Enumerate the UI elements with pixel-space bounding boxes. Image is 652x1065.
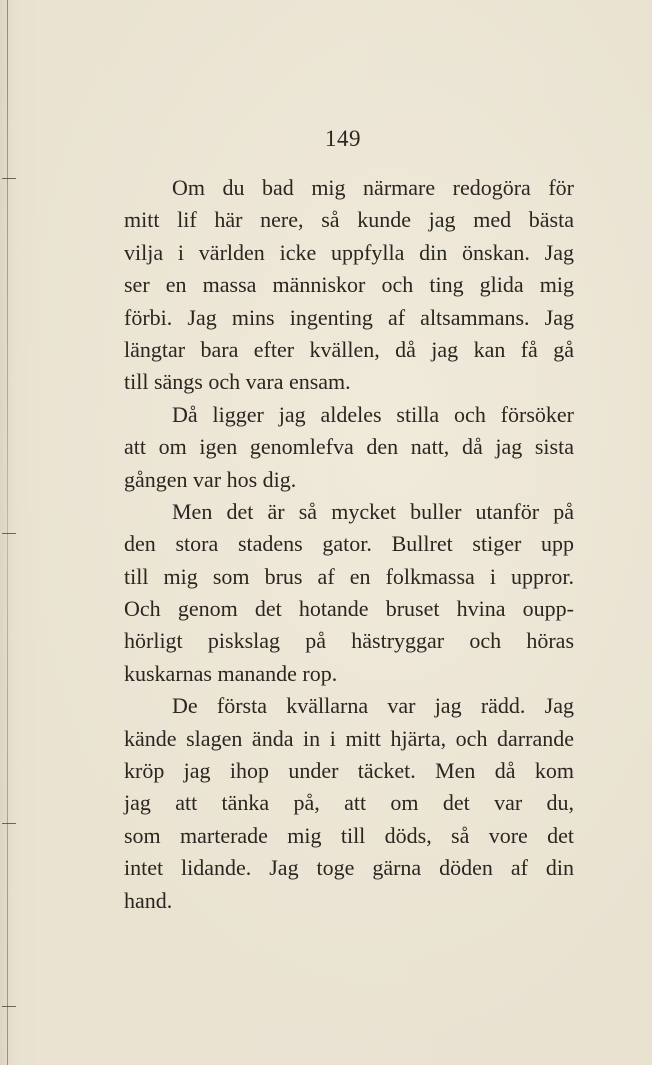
text-line: att om igen genomlefva den natt, då jag sista xyxy=(124,434,574,460)
text-line: Då ligger jag aldeles stilla och försöker xyxy=(172,401,574,427)
text-line: Om du bad mig närmare redogöra för xyxy=(172,175,574,200)
gutter-mark xyxy=(2,533,16,534)
text-line: jag att tänka på, att om det var du, xyxy=(124,790,574,816)
text-line: till mig som brus af en folkmassa i uppror. xyxy=(124,563,574,589)
gutter-mark xyxy=(2,823,16,824)
text-line: hörligt piskslag på hästryggar och höras xyxy=(124,628,574,654)
text-line: vilja i världen icke uppfylla din önskan. Jag xyxy=(124,239,574,265)
text-line: som marterade mig till döds, så vore det xyxy=(124,822,574,848)
text-line: Men det är så mycket buller utanför på xyxy=(172,498,574,524)
text-line: ser en massa människor och ting glida mig xyxy=(124,272,574,298)
text-line: mitt lif här nere, så kunde jag med bästa xyxy=(124,207,574,233)
body-text xyxy=(124,172,574,917)
text-line: gången var hos dig. xyxy=(124,466,297,492)
text-line: längtar bara efter kvällen, då jag kan få gå xyxy=(124,336,574,362)
text-line: intet lidande. Jag toge gärna döden af din xyxy=(124,855,574,881)
gutter-mark xyxy=(2,178,16,179)
text-line: hand. xyxy=(124,887,173,913)
text-line: Och genom det hotande bruset hvina oupp- xyxy=(124,596,574,622)
text-line: De första kvällarna var jag rädd. Jag xyxy=(172,693,574,719)
text-line: till sängs och vara ensam. xyxy=(124,369,351,395)
page-number: 149 xyxy=(325,126,361,151)
text-line: förbi. Jag mins ingenting af altsammans. Jag xyxy=(124,304,574,330)
gutter-mark xyxy=(2,1006,16,1007)
text-line: kände slagen ända in i mitt hjärta, och darrande xyxy=(124,725,574,751)
text-line: kröp jag ihop under täcket. Men då kom xyxy=(124,758,574,784)
text-line: den stora stadens gator. Bullret stiger upp xyxy=(124,531,574,557)
text-line: kuskarnas manande rop. xyxy=(124,660,338,686)
